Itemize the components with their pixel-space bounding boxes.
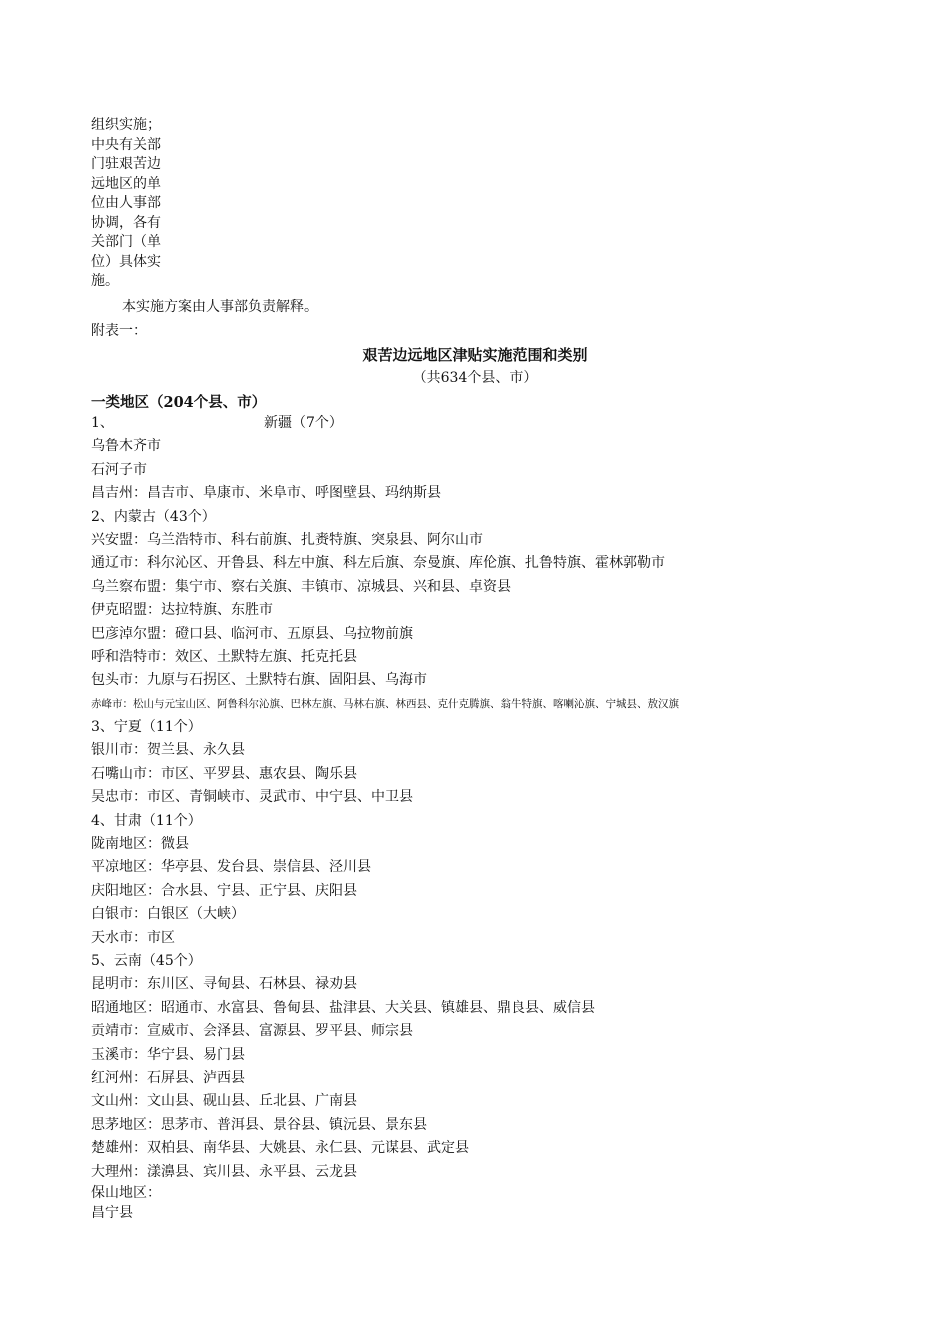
list-item: 石河子市 xyxy=(91,461,147,478)
list-item: 银川市：贺兰县、永久县 xyxy=(91,742,245,759)
list-item: 大理州：漾濞县、宾川县、永平县、云龙县 xyxy=(91,1163,357,1180)
list-item: 天水市：市区 xyxy=(91,929,175,946)
province-number: 1、 xyxy=(91,415,114,431)
list-item: 玉溪市：华宁县、易门县 xyxy=(91,1046,245,1063)
list-item: 兴安盟：乌兰浩特市、科右前旗、扎赉特旗、突泉县、阿尔山市 xyxy=(91,531,483,548)
column-line: 关部门（单 xyxy=(91,234,161,250)
annex-label: 附表一： xyxy=(91,323,147,339)
province-heading: 5、云南（45个） xyxy=(91,952,202,969)
list-item: 昆明市：东川区、寻甸县、石林县、禄劝县 xyxy=(91,976,357,993)
province-name: 新疆（7个） xyxy=(264,415,343,431)
interpretation-note: 本实施方案由人事部负责解释。 xyxy=(122,299,318,315)
trailing-lines xyxy=(91,1183,161,1223)
column-line: 协调，各有 xyxy=(91,214,161,231)
list-item: 昌吉州：昌吉市、阜康市、米阜市、呼图壁县、玛纳斯县 xyxy=(91,485,441,502)
left-column-text xyxy=(91,116,181,292)
column-line: 位）具体实 xyxy=(91,253,161,270)
list-item: 伊克昭盟：达拉特旗、东胜市 xyxy=(91,602,273,619)
province-heading xyxy=(91,412,931,435)
column-line: 门驻艰苦边 xyxy=(91,156,161,172)
list-item: 楚雄州：双柏县、南华县、大姚县、永仁县、元谋县、武定县 xyxy=(91,1140,469,1157)
list-item: 乌兰察布盟：集宁市、察右关旗、丰镇市、凉城县、兴和县、卓资县 xyxy=(91,578,511,595)
table-title: 艰苦边远地区津贴实施范围和类别 xyxy=(362,346,588,364)
list-item: 陇南地区：微县 xyxy=(91,836,189,853)
list-item: 呼和浩特市：效区、土默特左旗、托克托县 xyxy=(91,648,357,665)
column-line: 位由人事部 xyxy=(91,195,161,211)
list-item: 赤峰市：松山与元宝山区、阿鲁科尔沁旗、巴林左旗、马林右旗、林西县、克什克腾旗、翁牛特旗、喀喇沁旗、宁城县、敖汉旗 xyxy=(91,697,679,710)
column-line: 施。 xyxy=(91,273,119,289)
list-item: 巴彦淖尔盟：磴口县、临河市、五原县、乌拉物前旗 xyxy=(91,625,413,642)
list-item: 红河州：石屏县、泸西县 xyxy=(91,1069,245,1086)
list-item: 石嘴山市：市区、平罗县、惠农县、陶乐县 xyxy=(91,765,357,782)
list-item: 乌鲁木齐市 xyxy=(91,438,161,455)
column-line: 远地区的单 xyxy=(91,175,161,192)
column-line: 组织实施； xyxy=(91,117,161,133)
province-heading: 4、甘肃（11个） xyxy=(91,812,202,829)
list-item: 平凉地区：华亭县、发台县、崇信县、泾川县 xyxy=(91,859,371,876)
list-item: 庆阳地区：合水县、宁县、正宁县、庆阳县 xyxy=(91,882,357,899)
list-item: 昭通地区：昭通市、水富县、鲁甸县、盐津县、大关县、镇雄县、鼎良县、威信县 xyxy=(91,999,595,1016)
list-item: 贡靖市：宣威市、会泽县、富源县、罗平县、师宗县 xyxy=(91,1023,413,1040)
list-item: 通辽市：科尔沁区、开鲁县、科左中旗、科左后旗、奈曼旗、库伦旗、扎鲁特旗、霍林郭勒市 xyxy=(91,555,665,572)
list-item: 昌宁县 xyxy=(91,1205,133,1221)
list-item: 包头市：九原与石拐区、土默特右旗、固阳县、乌海市 xyxy=(91,672,427,689)
column-line: 中央有关部 xyxy=(91,136,161,153)
province-heading: 3、宁夏（11个） xyxy=(91,719,202,736)
list-item: 白银市：白银区（大峡） xyxy=(91,906,245,923)
region-list xyxy=(91,412,931,1184)
list-item: 思茅地区：思茅市、普洱县、景谷县、镇沅县、景东县 xyxy=(91,1116,427,1133)
list-item: 文山州：文山县、砚山县、丘北县、广南县 xyxy=(91,1093,357,1110)
province-heading: 2、内蒙古（43个） xyxy=(91,508,216,525)
category-heading: 一类地区（204个县、市） xyxy=(91,394,267,411)
list-item: 保山地区： xyxy=(91,1185,161,1201)
list-item: 吴忠市：市区、青铜峡市、灵武市、中宁县、中卫县 xyxy=(91,789,413,806)
table-subtitle: （共634个县、市） xyxy=(412,370,538,386)
